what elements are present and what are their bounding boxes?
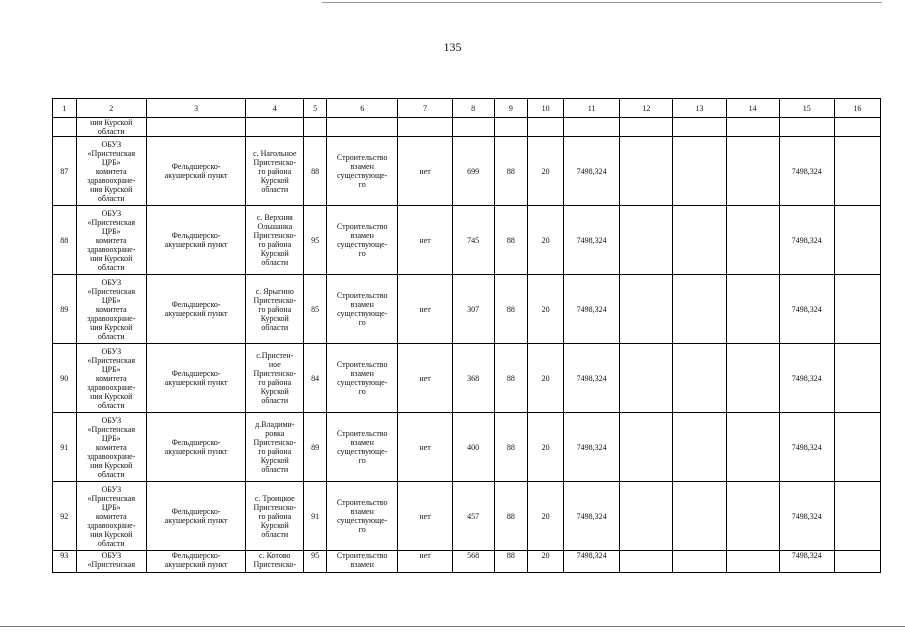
- cell-line: ОБУЗ: [101, 415, 122, 425]
- cell-line: ОБУЗ: [101, 551, 122, 560]
- col5-cell: 88: [304, 137, 326, 206]
- col9-cell: 88: [494, 551, 528, 573]
- cell-line: ния Курской: [90, 529, 133, 539]
- cell-line: области: [97, 193, 125, 203]
- cell-line: существующе-: [337, 171, 388, 180]
- row-number-cell: 93: [53, 551, 77, 573]
- cell-line: «Пристенская: [87, 286, 135, 296]
- col11-cell: 7498,324: [564, 275, 620, 344]
- col12-cell: [620, 275, 673, 344]
- cell-line: акушерский пункт: [164, 516, 228, 525]
- col8-cell: 400: [452, 413, 494, 482]
- table-cell: [53, 118, 77, 137]
- col5-cell: 89: [304, 413, 326, 482]
- cell-line: го района: [258, 240, 292, 249]
- col7-cell: нет: [398, 275, 452, 344]
- cell-line: с.Пристен-: [256, 351, 294, 360]
- col13-cell: [673, 413, 726, 482]
- cell-line: ЦРБ»: [101, 226, 121, 236]
- cell-line: здравоохране-: [87, 382, 136, 392]
- table-row: [53, 275, 881, 344]
- col13-cell: [673, 275, 726, 344]
- cell-line: го: [358, 249, 366, 258]
- cell-line: го: [358, 456, 366, 465]
- col15-cell: 7498,324: [779, 551, 834, 573]
- cell-line: области: [261, 184, 289, 194]
- continuation-org-cell: [76, 118, 147, 137]
- col16-cell: [834, 344, 880, 413]
- cell-line: комитета: [95, 373, 127, 383]
- column-header: 6: [326, 99, 398, 118]
- cell-line: ЦРБ»: [101, 433, 121, 443]
- location-cell: [246, 206, 304, 275]
- work-type-cell: [326, 551, 398, 573]
- data-table: [52, 98, 881, 573]
- column-header: 15: [779, 99, 834, 118]
- col16-cell: [834, 275, 880, 344]
- row-number-cell: 91: [53, 413, 77, 482]
- col9-cell: 88: [494, 137, 528, 206]
- col10-cell: 20: [528, 413, 564, 482]
- cell-line: Строительство: [336, 429, 388, 438]
- column-header: 8: [452, 99, 494, 118]
- cell-line: ЦРБ»: [101, 502, 121, 512]
- col9-cell: 88: [494, 275, 528, 344]
- cell-line: ОБУЗ: [101, 484, 122, 494]
- table-cell: [564, 118, 620, 137]
- cell-line: Строительство: [336, 360, 388, 369]
- cell-line: Фельдшерско-: [171, 162, 221, 171]
- cell-line: акушерский пункт: [164, 560, 228, 569]
- col16-cell: [834, 137, 880, 206]
- table-cell: [779, 118, 834, 137]
- column-header: 1: [53, 99, 77, 118]
- col15-cell: 7498,324: [779, 206, 834, 275]
- col11-cell: 7498,324: [564, 344, 620, 413]
- col14-cell: [726, 137, 779, 206]
- table-row: [53, 137, 881, 206]
- cell-line: взамен: [350, 560, 374, 569]
- row-number-cell: 92: [53, 482, 77, 551]
- col7-cell: нет: [398, 413, 452, 482]
- table-cell: [673, 118, 726, 137]
- cell-line: Курской: [260, 387, 289, 396]
- cell-line: области: [97, 469, 125, 479]
- cell-line: с. Котово: [259, 551, 291, 560]
- col10-cell: 20: [528, 137, 564, 206]
- cell-line: взамен: [350, 369, 374, 378]
- organization-cell: [76, 413, 147, 482]
- cell-line: го: [358, 318, 366, 327]
- col16-cell: [834, 482, 880, 551]
- cell-line: Фельдшерско-: [171, 551, 221, 560]
- col12-cell: [620, 137, 673, 206]
- col10-cell: 20: [528, 551, 564, 573]
- cell-line: «Пристенская: [87, 355, 135, 365]
- cell-line: Пристенско-: [253, 295, 297, 305]
- column-header: 13: [673, 99, 726, 118]
- object-type-cell: [147, 344, 246, 413]
- cell-line: Пристенско-: [253, 231, 297, 240]
- cell-line: го: [358, 525, 366, 534]
- col11-cell: 7498,324: [564, 482, 620, 551]
- col10-cell: 20: [528, 482, 564, 551]
- cell-line: акушерский пункт: [164, 240, 228, 249]
- location-cell: [246, 344, 304, 413]
- cell-line: здравоохране-: [87, 451, 136, 461]
- col15-cell: 7498,324: [779, 275, 834, 344]
- cell-line: существующе-: [337, 378, 388, 387]
- scan-top-rule: [322, 2, 882, 3]
- col8-cell: 745: [452, 206, 494, 275]
- col12-cell: [620, 551, 673, 573]
- col12-cell: [620, 344, 673, 413]
- col5-cell: 84: [304, 344, 326, 413]
- organization-cell: [76, 551, 147, 573]
- column-header: 14: [726, 99, 779, 118]
- col14-cell: [726, 275, 779, 344]
- cell-line: здравоохране-: [87, 175, 136, 185]
- table-row: [53, 413, 881, 482]
- cell-line: ное: [268, 360, 281, 369]
- column-header: 16: [834, 99, 880, 118]
- col15-cell: 7498,324: [779, 482, 834, 551]
- cell-line: комитета: [95, 442, 127, 452]
- cell-line: области: [261, 529, 289, 539]
- cell-line: области: [261, 258, 289, 267]
- cell-line: Строительство: [336, 222, 388, 231]
- cell-line: взамен: [350, 507, 374, 516]
- col7-cell: нет: [398, 482, 452, 551]
- scan-bottom-rule: [0, 626, 905, 627]
- work-type-cell: [326, 137, 398, 206]
- location-cell: [246, 551, 304, 573]
- cell-line: ния Курской: [90, 391, 133, 401]
- cell-line: Фельдшерско-: [171, 507, 221, 516]
- cell-line: го района: [258, 304, 292, 314]
- column-header: 12: [620, 99, 673, 118]
- cell-line: ния Курской: [90, 184, 133, 194]
- col16-cell: [834, 413, 880, 482]
- cell-line: с. Ярыгино: [255, 286, 294, 296]
- location-cell: [246, 482, 304, 551]
- column-header: 3: [147, 99, 246, 118]
- column-header: 11: [564, 99, 620, 118]
- cell-line: с. Верхняя: [256, 213, 293, 222]
- cell-line: здравоохране-: [87, 520, 136, 530]
- cell-line: Пристенско-: [253, 438, 297, 447]
- col13-cell: [673, 482, 726, 551]
- organization-cell: [76, 137, 147, 206]
- cell-line: комитета: [95, 511, 127, 521]
- table-cell: [726, 118, 779, 137]
- column-header: 4: [246, 99, 304, 118]
- col8-cell: 307: [452, 275, 494, 344]
- row-number-cell: 87: [53, 137, 77, 206]
- cell-line: ОБУЗ: [101, 208, 122, 218]
- cell-line: ОБУЗ: [101, 277, 122, 287]
- col8-cell: 699: [452, 137, 494, 206]
- col9-cell: 88: [494, 482, 528, 551]
- cell-line: Фельдшерско-: [171, 300, 221, 309]
- cell-line: д.Владими-: [255, 420, 295, 429]
- continuation-row: [53, 118, 881, 137]
- col5-cell: 95: [304, 206, 326, 275]
- cell-line: Строительство: [336, 153, 388, 162]
- col5-cell: 85: [304, 275, 326, 344]
- work-type-cell: [326, 206, 398, 275]
- column-header: 9: [494, 99, 528, 118]
- organization-cell: [76, 344, 147, 413]
- col7-cell: нет: [398, 206, 452, 275]
- col7-cell: нет: [398, 344, 452, 413]
- organization-cell: [76, 482, 147, 551]
- col7-cell: нет: [398, 551, 452, 573]
- cell-line: «Пристенская: [87, 493, 135, 503]
- table-cell: [326, 118, 398, 137]
- cell-line: с. Троицкое: [254, 493, 295, 503]
- cell-line: ОБУЗ: [101, 346, 122, 356]
- table-cell: [147, 118, 246, 137]
- col16-cell: [834, 551, 880, 573]
- work-type-cell: [326, 482, 398, 551]
- table-cell: [494, 118, 528, 137]
- col14-cell: [726, 482, 779, 551]
- cell-line: области: [97, 331, 125, 341]
- cell-line: Курской: [260, 313, 289, 323]
- column-number-row: [53, 99, 881, 118]
- table-row: [53, 551, 881, 573]
- cell-line: Курской: [260, 175, 289, 185]
- column-header: 2: [76, 99, 147, 118]
- col11-cell: 7498,324: [564, 206, 620, 275]
- cell-line: Курской: [260, 520, 289, 530]
- col14-cell: [726, 344, 779, 413]
- col8-cell: 368: [452, 344, 494, 413]
- cell-line: Строительство: [336, 291, 388, 300]
- col14-cell: [726, 413, 779, 482]
- cell-line: го: [358, 387, 366, 396]
- cell-line: ния Курской: [90, 322, 133, 332]
- page-number: 135: [443, 40, 462, 54]
- cell-line: ния Курской: [90, 460, 133, 470]
- cell-line: здравоохране-: [87, 313, 136, 323]
- cell-line: ровка: [265, 429, 285, 438]
- cell-line: области: [261, 396, 289, 405]
- col11-cell: 7498,324: [564, 413, 620, 482]
- cell-line: Курской: [260, 456, 289, 465]
- cell-line: «Пристенская: [87, 424, 135, 434]
- cell-line: Ольшанка: [257, 222, 293, 231]
- cell-line: области: [97, 400, 125, 410]
- cell-line: существующе-: [337, 309, 388, 318]
- cell-line: Пристенско-: [253, 560, 297, 569]
- col15-cell: 7498,324: [779, 413, 834, 482]
- cell-line: комитета: [95, 235, 127, 245]
- table-row: [53, 482, 881, 551]
- col14-cell: [726, 551, 779, 573]
- table-cell: [528, 118, 564, 137]
- cell-line: акушерский пункт: [164, 171, 228, 180]
- col16-cell: [834, 206, 880, 275]
- col9-cell: 88: [494, 206, 528, 275]
- cell-line: Строительство: [336, 498, 388, 507]
- table-cell: [398, 118, 452, 137]
- col11-cell: 7498,324: [564, 551, 620, 573]
- cell-line: взамен: [350, 231, 374, 240]
- cell-line: го района: [258, 511, 292, 521]
- cell-line: ЦРБ»: [101, 295, 121, 305]
- cell-line: го района: [258, 166, 292, 176]
- object-type-cell: [147, 413, 246, 482]
- cell-line: ЦРБ»: [101, 157, 121, 167]
- table-row: [53, 344, 881, 413]
- column-header: 10: [528, 99, 564, 118]
- col10-cell: 20: [528, 344, 564, 413]
- cell-line: Курской: [260, 249, 289, 258]
- cell-line: с. Нагольное: [253, 148, 297, 158]
- table-cell: [304, 118, 326, 137]
- col12-cell: [620, 482, 673, 551]
- organization-cell: [76, 206, 147, 275]
- cell-line: комитета: [95, 304, 127, 314]
- cell-line: здравоохране-: [87, 244, 136, 254]
- object-type-cell: [147, 275, 246, 344]
- cell-line: области: [97, 262, 125, 272]
- cell-line: существующе-: [337, 447, 388, 456]
- cell-line: взамен: [350, 438, 374, 447]
- col15-cell: 7498,324: [779, 344, 834, 413]
- row-number-cell: 88: [53, 206, 77, 275]
- table-cell: [834, 118, 880, 137]
- cell-line: акушерский пункт: [164, 378, 228, 387]
- cell-line: Фельдшерско-: [171, 231, 221, 240]
- col11-cell: 7498,324: [564, 137, 620, 206]
- object-type-cell: [147, 482, 246, 551]
- cell-line: Пристенско-: [253, 369, 297, 378]
- col10-cell: 20: [528, 206, 564, 275]
- cell-line: ОБУЗ: [101, 139, 122, 149]
- cell-line: «Пристенская: [87, 217, 135, 227]
- cell-line: «Пристенская: [87, 560, 135, 569]
- col13-cell: [673, 551, 726, 573]
- col7-cell: нет: [398, 137, 452, 206]
- cell-line: взамен: [350, 162, 374, 171]
- object-type-cell: [147, 551, 246, 573]
- col5-cell: 95: [304, 551, 326, 573]
- cell-line: Пристенско-: [253, 157, 297, 167]
- location-cell: [246, 275, 304, 344]
- table-cell: [246, 118, 304, 137]
- column-header: 7: [398, 99, 452, 118]
- column-header: 5: [304, 99, 326, 118]
- cell-line: области: [261, 465, 289, 474]
- work-type-cell: [326, 413, 398, 482]
- cell-line: области: [261, 322, 289, 332]
- cell-line: комитета: [95, 166, 127, 176]
- col13-cell: [673, 206, 726, 275]
- table-row: [53, 206, 881, 275]
- location-cell: [246, 137, 304, 206]
- cell-line: взамен: [350, 300, 374, 309]
- cell-line: «Пристенская: [87, 148, 135, 158]
- col13-cell: [673, 344, 726, 413]
- location-cell: [246, 413, 304, 482]
- work-type-cell: [326, 275, 398, 344]
- col15-cell: 7498,324: [779, 137, 834, 206]
- cell-line: го: [358, 180, 366, 189]
- col9-cell: 88: [494, 344, 528, 413]
- cell-line: Фельдшерско-: [171, 438, 221, 447]
- cell-line: акушерский пункт: [164, 309, 228, 318]
- cell-line: Фельдшерско-: [171, 369, 221, 378]
- cell-line: ния Курской: [90, 253, 133, 263]
- cell-line: существующе-: [337, 516, 388, 525]
- col12-cell: [620, 206, 673, 275]
- object-type-cell: [147, 206, 246, 275]
- cell-line: го района: [258, 378, 292, 387]
- table-cell: [452, 118, 494, 137]
- col5-cell: 91: [304, 482, 326, 551]
- row-number-cell: 90: [53, 344, 77, 413]
- cell-line: го района: [258, 447, 292, 456]
- object-type-cell: [147, 137, 246, 206]
- col12-cell: [620, 413, 673, 482]
- cell-line: Пристенско-: [253, 502, 297, 512]
- cell-line: области: [97, 538, 125, 548]
- cell-line: акушерский пункт: [164, 447, 228, 456]
- col8-cell: 568: [452, 551, 494, 573]
- cell-line: Строительство: [336, 551, 388, 560]
- col14-cell: [726, 206, 779, 275]
- cell-line: существующе-: [337, 240, 388, 249]
- col9-cell: 88: [494, 413, 528, 482]
- table-cell: [620, 118, 673, 137]
- col8-cell: 457: [452, 482, 494, 551]
- work-type-cell: [326, 344, 398, 413]
- col10-cell: 20: [528, 275, 564, 344]
- organization-cell: [76, 275, 147, 344]
- cell-line: ЦРБ»: [101, 364, 121, 374]
- row-number-cell: 89: [53, 275, 77, 344]
- cell-line: области: [97, 127, 125, 136]
- col13-cell: [673, 137, 726, 206]
- cell-line: ния Курской: [90, 118, 133, 127]
